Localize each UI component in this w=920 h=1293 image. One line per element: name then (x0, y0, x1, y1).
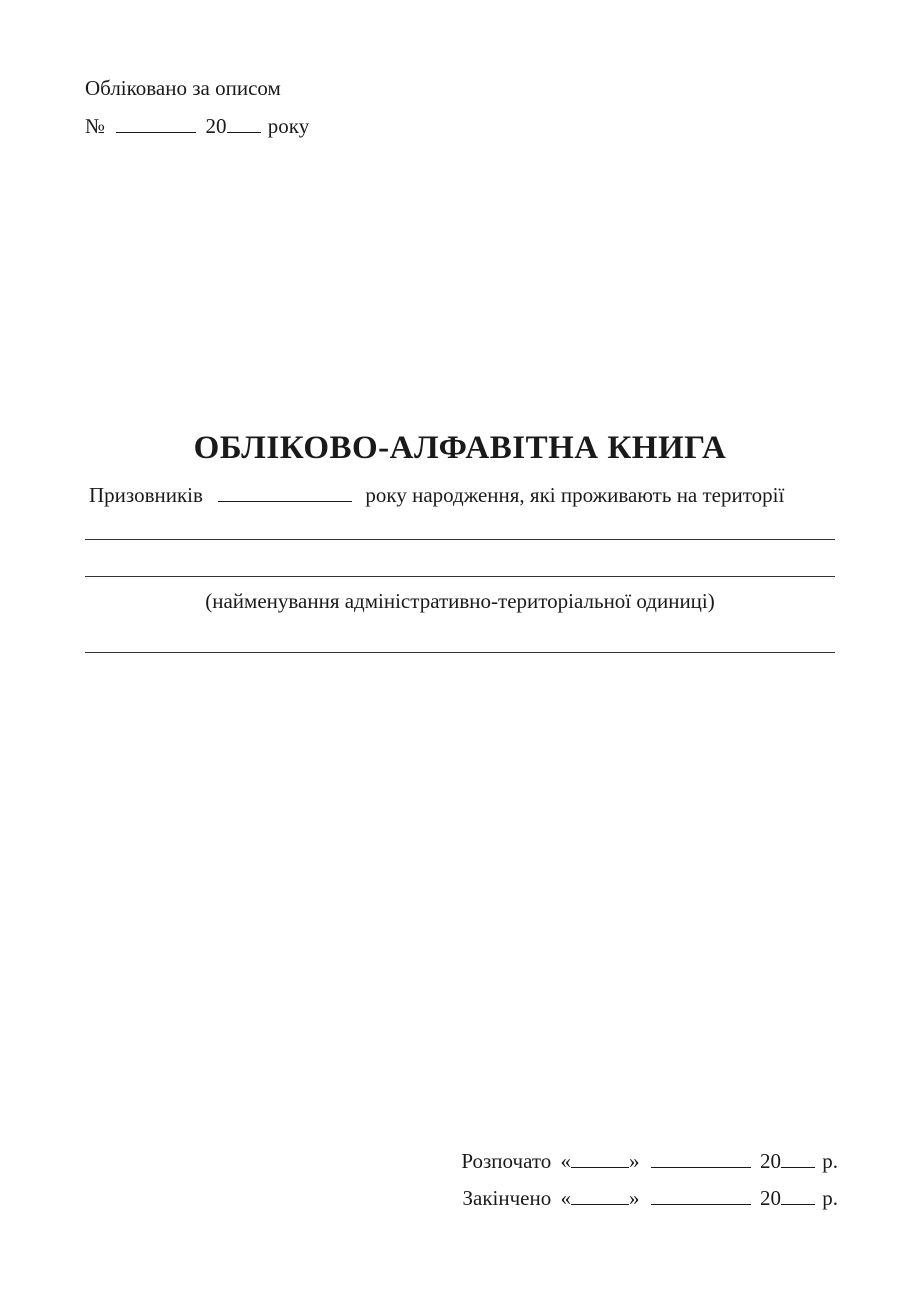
territory-line-2[interactable] (85, 576, 835, 577)
finished-year-blank[interactable] (781, 1185, 815, 1205)
subtitle-suffix: року народження, які проживають на території (365, 483, 785, 507)
birth-year-blank[interactable] (218, 482, 352, 502)
started-open-quote: « (560, 1149, 571, 1173)
registration-year-prefix: 20 (205, 114, 227, 138)
started-year-blank[interactable] (781, 1148, 815, 1168)
territory-line-3[interactable] (85, 652, 835, 653)
registration-number-line (85, 113, 309, 139)
registration-year-blank[interactable] (227, 113, 261, 133)
finished-close-quote: » (629, 1186, 640, 1210)
started-year-suffix: р. (822, 1149, 838, 1173)
subtitle-prefix: Призовників (89, 483, 203, 507)
started-year-prefix: 20 (760, 1149, 781, 1173)
started-month-blank[interactable] (651, 1148, 751, 1168)
finished-line (463, 1185, 839, 1211)
registration-year-suffix: року (267, 114, 310, 138)
document-title: ОБЛІКОВО-АЛФАВІТНА КНИГА (193, 430, 727, 466)
registration-number-blank[interactable] (116, 113, 196, 133)
finished-open-quote: « (560, 1186, 571, 1210)
started-label: Розпочато (461, 1149, 552, 1173)
finished-year-suffix: р. (822, 1186, 838, 1210)
registered-label (85, 75, 281, 101)
finished-day-blank[interactable] (571, 1185, 629, 1205)
subtitle-line (89, 482, 784, 508)
finished-year-prefix: 20 (760, 1186, 781, 1210)
territory-caption: (найменування адміністративно-територіальної одиниці) (205, 589, 715, 613)
started-close-quote: » (629, 1149, 640, 1173)
territory-line-1[interactable] (85, 539, 835, 540)
finished-month-blank[interactable] (651, 1185, 751, 1205)
started-day-blank[interactable] (571, 1148, 629, 1168)
finished-label: Закінчено (462, 1186, 552, 1210)
registered-label-text: Обліковано за описом (85, 76, 281, 100)
number-sign: № (85, 114, 106, 138)
started-line (461, 1148, 838, 1174)
